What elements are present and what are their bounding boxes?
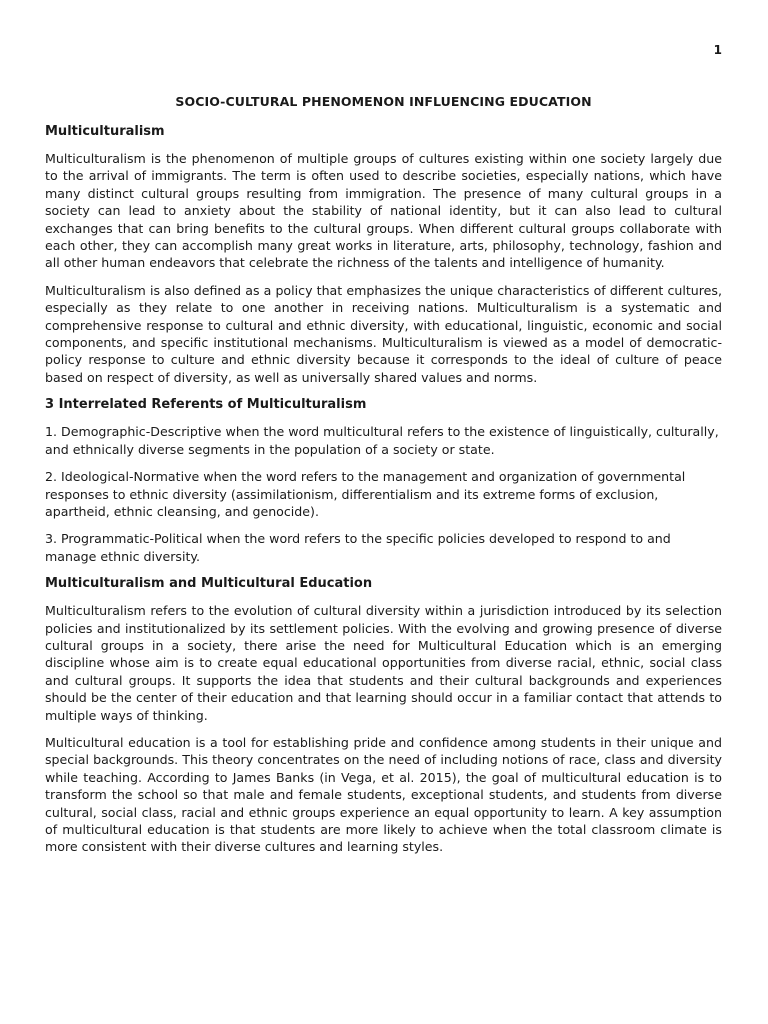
list-item: 3. Programmatic-Political when the word refers to the specific policies developed to respond to and manage ethnic diversity. bbox=[45, 531, 671, 564]
section-heading: Multiculturalism and Multicultural Education bbox=[45, 576, 373, 592]
section-multiculturalism bbox=[45, 123, 722, 386]
paragraph: Multiculturalism is also defined as a policy that emphasizes the unique characteristics of different cultures, especially as they relate to one another in receiving nations. Multiculturalism is a systematic and comprehensive response to cultural and ethnic diversity, with educational, linguistic, economic and social components, and specific institutional mechanisms. Multiculturalism is viewed as a model of democratic-policy response to culture and ethnic diversity because it corresponds to the ideal of culture of peace based on respect of diversity, as well as universally shared values and norms. bbox=[45, 282, 722, 385]
list-item: 2. Ideological-Normative when the word refers to the management and organization of governmental responses to ethnic diversity (assimilationism, differentialism and its extreme forms of exclusion, apartheid, ethnic cleansing, and genocide). bbox=[45, 469, 686, 519]
document-title: SOCIO-CULTURAL PHENOMENON INFLUENCING EDUCATION bbox=[175, 94, 592, 109]
section-heading: 3 Interrelated Referents of Multiculturalism bbox=[45, 397, 367, 413]
page-number: 1 bbox=[713, 43, 722, 57]
document-page bbox=[45, 0, 722, 1024]
document-body bbox=[45, 123, 722, 866]
paragraph: Multiculturalism is the phenomenon of multiple groups of cultures existing within one society largely due to the arrival of immigrants. The term is often used to describe societies, especially nations, which have many distinct cultural groups resulting from immigration. The presence of many cultural groups in a society can lead to anxiety about the stability of national identity, but it can also lead to cultural exchanges that can bring benefits to the cultural groups. When different cultural groups collaborate with each other, they can accomplish many great works in literature, arts, philosophy, technology, fashion and all other human endeavors that celebrate the richness of the talents and intelligence of humanity. bbox=[45, 151, 722, 271]
section-referents bbox=[45, 396, 722, 565]
list-item: 1. Demographic-Descriptive when the word multicultural refers to the existence of linguistically, culturally, and ethnically diverse segments in the population of a society or state. bbox=[45, 424, 719, 457]
paragraph: Multiculturalism refers to the evolution of cultural diversity within a jurisdiction introduced by its selection policies and institutionalized by its settlement policies. With the evolving and growing presence of diverse cultural groups in a society, there arise the need for Multicultural Education which is an emerging discipline whose aim is to create equal educational opportunities from diverse racial, ethnic, social class and cultural groups. It supports the idea that students and their cultural backgrounds and experiences should be the center of their education and that learning should occur in a familiar contact that attends to multiple ways of thinking. bbox=[45, 603, 722, 723]
section-multicultural-education bbox=[45, 575, 722, 856]
section-heading: Multiculturalism bbox=[45, 124, 165, 139]
paragraph: Multicultural education is a tool for establishing pride and confidence among students in their unique and special backgrounds. This theory concentrates on the need of including notions of race, class and diversity while teaching. According to James Banks (in Vega, et al. 2015), the goal of multicultural education is to transform the school so that male and female students, exceptional students, and students from diverse cultural, social class, racial and ethnic groups experience an equal opportunity to learn. A key assumption of multicultural education is that students are more likely to achieve when the total classroom climate is more consistent with their diverse cultures and learning styles. bbox=[45, 734, 722, 855]
